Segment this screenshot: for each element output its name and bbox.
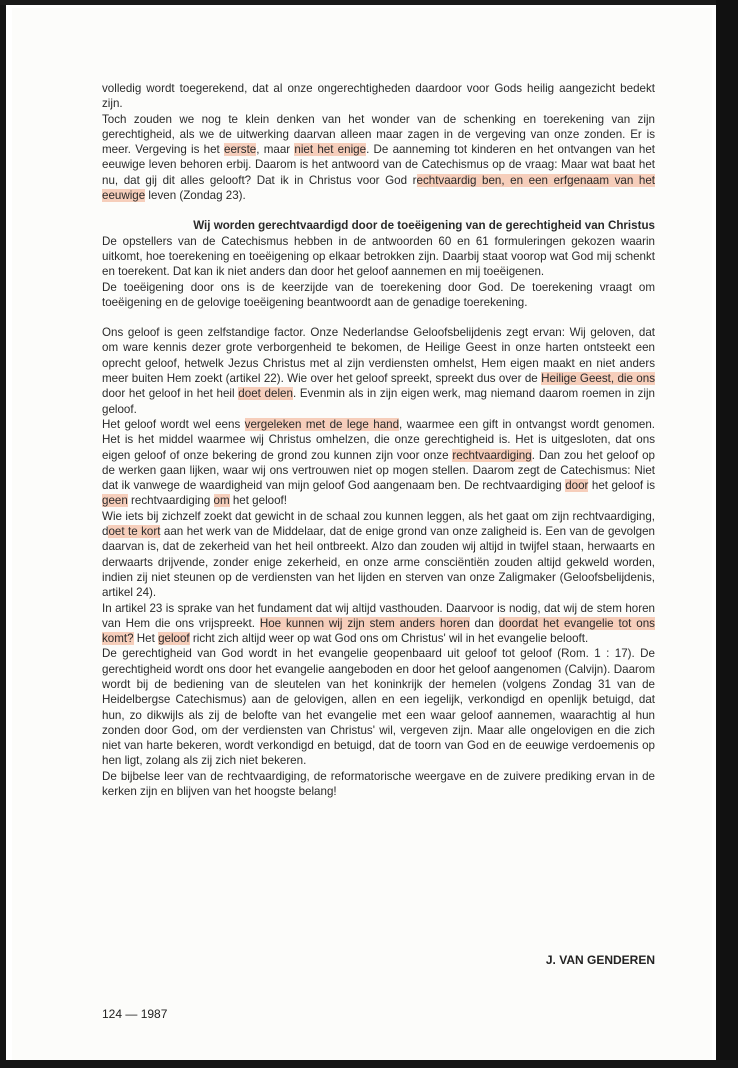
paragraph-5: [102, 325, 655, 417]
highlight: doet delen: [238, 387, 293, 401]
text-run: . Evenmin als in zijn eigen werk, mag niemand daarom roemen in zijn geloof.: [102, 387, 656, 416]
text-run: Toch zouden we nog te klein denken van het wonder van de schenking en toerekening van zijn gerechtigheid, als we de uitwerking daarvan alleen maar zagen in de vergeving van onze zonden. Er is meer. Vergeving is het: [102, 112, 655, 157]
text-run: door het geloof in het heil: [102, 387, 239, 401]
text-run: Ons geloof is geen zelfstandige factor. Onze Nederlandse Geloofsbelijdenis zegt ervan: Wij geloven, dat om ware kennis dezer grote verborgenheid te bekomen, de Heilige Geest in onze harten ontsteekt een oprecht geloof, hetwelk Jezus Christus met al zijn verdiensten omhelst, Hem eigen maakt en niet anders meer buiten Hem zoekt (artikel 22). Wie over het geloof spreekt, spreekt dus over de: [102, 326, 655, 386]
paragraph-9: De gerechtigheid van God wordt in het evangelie geopenbaard uit geloof tot geloof (Rom. 1 : 17). De gerechtigheid wordt ons door het evangelie aangeboden en door het geloof aangenomen (Calvijn). Daarom wordt bij de bediening van de sleutelen van het koninkrijk der hemelen (volgens Zondag 31 van de Heidelbergse Catechismus) aan de gelovigen, allen en een iegelijk, verkondigd en openlijk betuigd, dat hun, zo dikwijls als zij de belofte van het evangelie met een waar geloof aannemen, waarachtig al hun zonden door God, om der verdiensten van Christus' wil, vergeven zijn. Maar alle ongelovigen en die zich niet van harte bekeren, wordt verkondigd en betuigd, dat de toorn van God en de eeuwige verdoemenis op hen ligt, zolang als zij zich niet bekeren.: [102, 647, 655, 768]
highlight: Hoe kunnen wij zijn stem anders horen: [259, 616, 470, 630]
paragraph-4: De toeëigening door ons is de keerzijde van de toerekening door God. De toerekening vraagt om toeëigening en de gelovige toeëigening beantwoordt aan de genadige toerekening.: [102, 280, 655, 309]
text-run: Wie iets bij zichzelf zoekt dat gewicht in de schaal zou kunnen leggen, als het gaat om zijn rechtvaardiging, d: [102, 509, 655, 539]
highlight: eerste: [224, 143, 257, 157]
text-run: richt zich altijd weer op wat God ons om Christus' wil in het evangelie belooft.: [189, 632, 589, 646]
paragraph-6: [102, 417, 655, 509]
text-run: aan het werk van de Middelaar, dat de enige grond van onze zaligheid is. Een van de gevolgen daarvan is, dat de zekerheid van het heil ontbreekt. Alzo dan zouden wij altijd in twijfel staan, herwaarts en derwaarts drijvende, zonder enige zekerheid, en onze arme consciëntiën zouden altijd gekweld worden, indien zij niet steunen op de verdiensten van het lijden en sterven van onze Zaligmaker (Geloofsbelijdenis, artikel 24).: [102, 525, 656, 600]
scan-edge-top: [0, 0, 738, 5]
spacer: [102, 203, 655, 218]
author-signature: J. VAN GENDEREN: [545, 953, 655, 967]
scan-edge-left: [0, 0, 6, 1068]
paragraph-10: De bijbelse leer van de rechtvaardiging, de reformatorische weergave en de zuivere prediking ervan in de kerken zijn en blijven van het hoogste belang!: [102, 769, 655, 799]
scan-edge-bottom: [0, 1060, 738, 1068]
spacer: [102, 310, 655, 325]
highlight: niet het enige: [294, 143, 367, 157]
highlight: Heilige Geest, die ons: [541, 372, 655, 386]
text-run: rechtvaardiging: [127, 494, 214, 508]
highlight: om: [213, 494, 230, 508]
highlight: echtvaardig ben, en een erfgenaam van het eeuwige: [102, 173, 655, 203]
text-run: . Dan zou het geloof op de werken gaan lijken, waar wij ons vertrouwen niet op mogen stellen. Daarom zegt de Catechismus: Niet dat ik vanwege de waardigheid van mijn geloof God aangenaam ben. De rechtvaardiging: [102, 448, 655, 493]
text-run: leven (Zondag 23).: [145, 189, 246, 203]
paragraph-2: [102, 112, 655, 204]
text-run: het geloof is: [588, 479, 655, 493]
paragraph-7: [102, 509, 655, 601]
highlight: door: [565, 479, 589, 493]
text-run: het geloof!: [229, 494, 287, 508]
text-run: , maar: [256, 143, 295, 157]
text-run: dan: [469, 616, 499, 630]
paragraph-3: De opstellers van de Catechismus hebben in de antwoorden 60 en 61 formuleringen gekozen waarin uitkomt, hoe toerekening en toeëigening op elkaar betrokken zijn. Daarbij staat voorop wat God mij schenkt en toerekent. Dat kan ik niet anders dan door het geloof aannemen en mij toeëigenen.: [102, 234, 655, 279]
text-run: Het: [133, 632, 159, 646]
page-number: 124 — 1987: [102, 1007, 168, 1021]
text-run: , waarmee een gift in ontvangst wordt genomen. Het is het middel waarmee wij Christus omhelzen, die onze gerechtigheid is. Het is uitgesloten, dat ons eigen geloof of onze bekering de grond zou kunnen zijn voor onze: [102, 417, 655, 462]
text-run: . De aanneming tot kinderen en het ontvangen van het eeuwige leven behoren erbij. Daarom is het antwoord van de Catechismus op de vraag: Maar wat baat het nu, dat gij dit alles gelooft? Dat ik in Christus voor God r: [102, 143, 655, 187]
scan-edge-right: [716, 0, 738, 1068]
highlight: geloof: [158, 632, 190, 646]
highlight: doordat het evangelie tot ons komt?: [102, 616, 655, 646]
article-body: [102, 81, 655, 799]
text-run: In artikel 23 is sprake van het fundament dat wij altijd vasthouden. Daarvoor is nodig, dat wij de stem horen van Hem die ons vrijspreekt.: [102, 601, 655, 630]
highlight: rechtvaardiging: [452, 448, 532, 462]
section-heading: Wij worden gerechtvaardigd door de toeëigening van de gerechtigheid van Christus: [193, 219, 655, 233]
text-run: Het geloof wordt wel eens: [102, 417, 245, 431]
highlight: geen: [102, 494, 128, 508]
paragraph-1: volledig wordt toegerekend, dat al onze ongerechtigheden daardoor voor Gods heilig aangezicht bedekt zijn.: [102, 82, 655, 111]
paragraph-8: [102, 601, 655, 647]
highlight: oet te kort: [108, 525, 161, 539]
highlight: vergeleken met de lege hand: [244, 417, 400, 431]
